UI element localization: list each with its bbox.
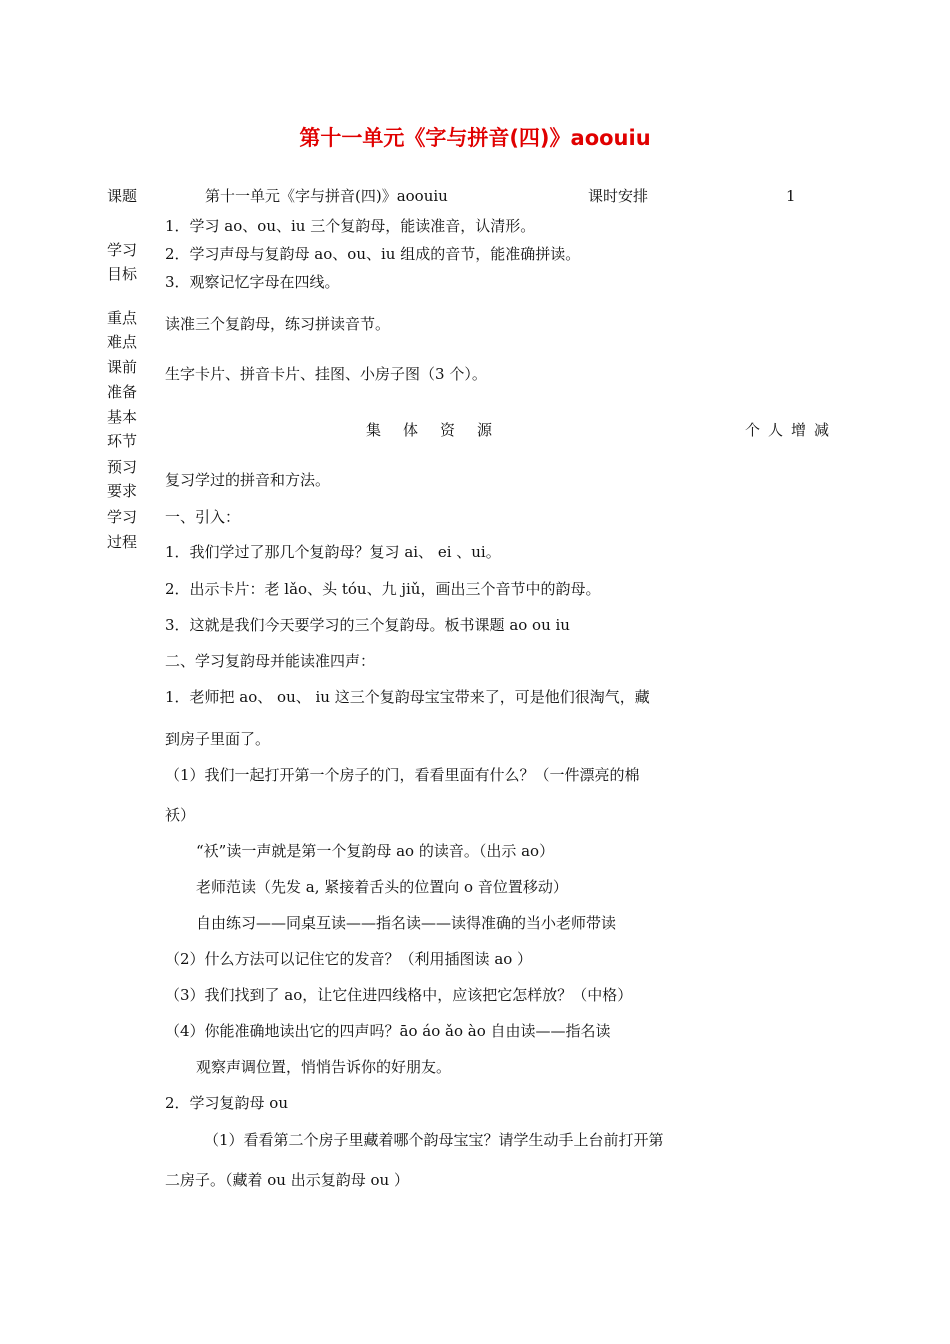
body-paragraph: 1．老师把 ao、 ou、 iu 这三个复韵母宝宝带来了，可是他们很淘气，藏: [165, 688, 650, 706]
body-paragraph: 观察声调位置，悄悄告诉你的好朋友。: [196, 1058, 452, 1076]
schedule-label: 课时安排: [588, 187, 649, 205]
left-label-before-class: 课前: [107, 358, 138, 376]
left-label-learning: 学习: [107, 508, 138, 526]
objective-item: 2．学习声母与复韵母 ao、ou、iu 组成的音节，能准确拼读。: [165, 245, 581, 263]
body-paragraph: “袄”读一声就是第一个复韵母 ao 的读音。（出示 ao）: [196, 842, 555, 860]
left-label-preparation: 准备: [107, 383, 138, 401]
objectives-label-line-2: 目标: [107, 265, 138, 283]
body-paragraph: 到房子里面了。: [165, 730, 271, 748]
body-paragraph: 2．出示卡片：老 lǎo、头 tóu、九 jiǔ，画出三个音节中的韵母。: [165, 580, 601, 598]
objective-item: 3．观察记忆字母在四线。: [165, 273, 340, 291]
preparation-text: 生字卡片、拼音卡片、挂图、小房子图（3 个）。: [165, 365, 487, 383]
body-paragraph: 老师范读（先发 a, 紧接着舌头的位置向 o 音位置移动）: [196, 878, 568, 896]
left-label-difficulty: 难点: [107, 333, 138, 351]
lesson-topic-label: 课题: [107, 187, 138, 205]
left-label-process: 过程: [107, 533, 138, 551]
body-paragraph: （4）你能准确地读出它的四声吗？āo áo ǎo ào 自由读——指名读: [165, 1022, 611, 1040]
body-paragraph: （3）我们找到了 ao，让它住进四线格中，应该把它怎样放？（中格）: [165, 986, 633, 1004]
document-title: 第十一单元《字与拼音(四)》aoouiu: [299, 126, 651, 150]
objective-item: 1．学习 ao、ou、iu 三个复韵母，能读准音，认清形。: [165, 217, 536, 235]
left-label-section: 环节: [107, 432, 138, 450]
preview-text: 复习学过的拼音和方法。: [165, 471, 331, 489]
body-paragraph: （1）看看第二个房子里藏着哪个韵母宝宝？请学生动手上台前打开第: [204, 1131, 664, 1149]
collective-resources-header: 集体资源: [366, 421, 515, 439]
section-heading-ou: 2．学习复韵母 ou: [165, 1094, 289, 1112]
left-label-requirements: 要求: [107, 482, 138, 500]
left-label-key: 重点: [107, 309, 138, 327]
left-label-preview: 预习: [107, 458, 138, 476]
lesson-topic-value: 第十一单元《字与拼音(四)》aoouiu: [205, 187, 448, 205]
body-paragraph: 二房子。（藏着 ou 出示复韵母 ou ）: [165, 1171, 409, 1189]
section-heading-learn: 二、学习复韵母并能读准四声：: [165, 652, 376, 670]
key-points-text: 读准三个复韵母，练习拼读音节。: [165, 315, 391, 333]
body-paragraph: 3．这就是我们今天要学习的三个复韵母。板书课题 ao ou iu: [165, 616, 570, 634]
schedule-value: 1: [786, 187, 796, 205]
body-paragraph: 袄）: [165, 806, 196, 824]
section-heading-intro: 一、引入：: [165, 508, 241, 526]
body-paragraph: （2）什么方法可以记住它的发音？（利用插图读 ao ）: [165, 950, 533, 968]
left-label-basic: 基本: [107, 408, 138, 426]
body-paragraph: （1）我们一起打开第一个房子的门，看看里面有什么？（一件漂亮的棉: [165, 766, 640, 784]
personal-adjustments-header: 个人增减: [745, 421, 838, 439]
objectives-label-line-1: 学习: [107, 241, 138, 259]
body-paragraph: 1．我们学过了那几个复韵母？复习 ai、 ei 、ui。: [165, 543, 501, 561]
body-paragraph: 自由练习——同桌互读——指名读——读得准确的当小老师带读: [196, 914, 617, 932]
